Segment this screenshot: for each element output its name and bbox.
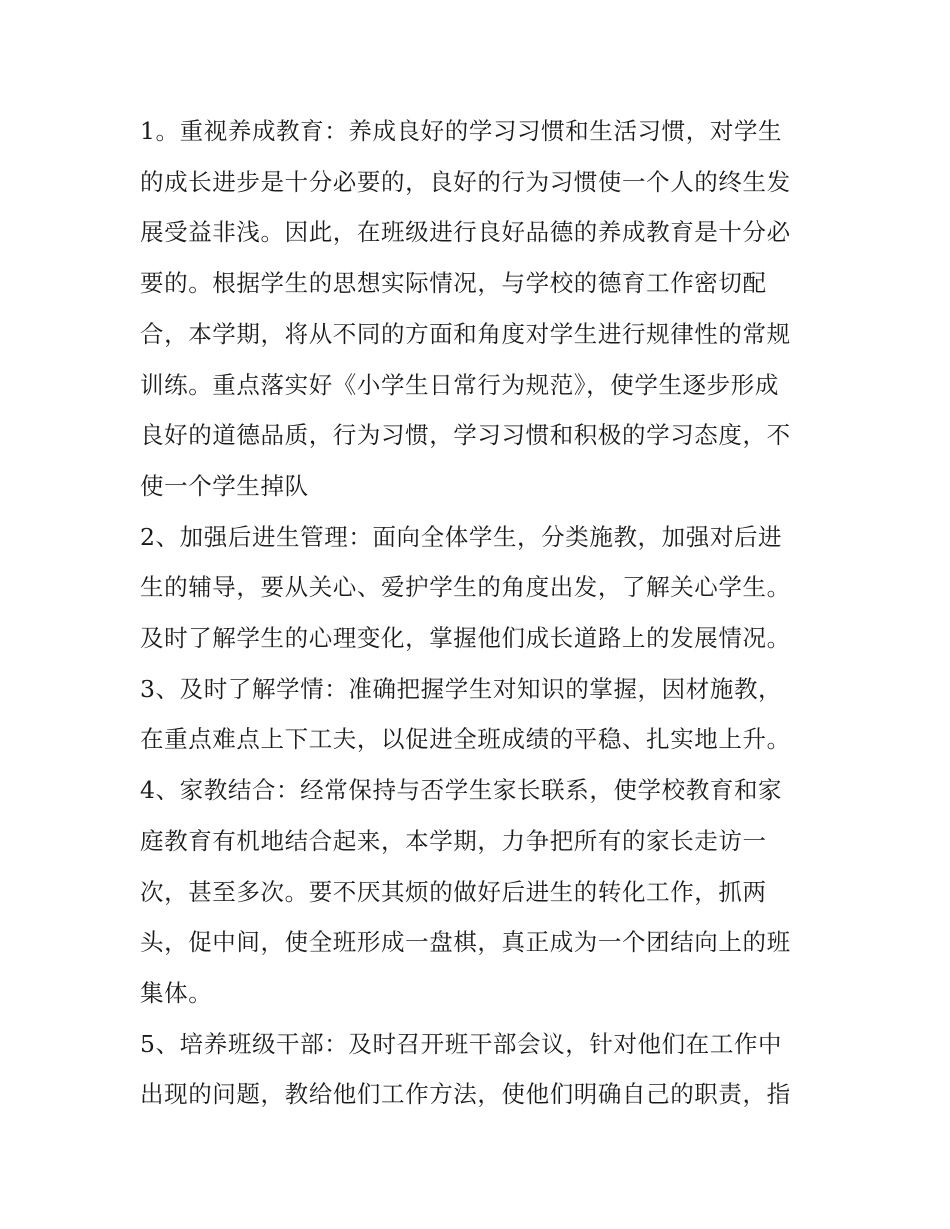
paragraph-2	[140, 512, 812, 664]
text-line: 展受益非浅。因此，在班级进行良好品德的养成教育是十分必	[140, 218, 791, 247]
text-line: 头，促中间，使全班形成一盘棋，真正成为一个团结向上的班	[140, 928, 791, 957]
text-line: 要的。根据学生的思想实际情况，与学校的德育工作密切配	[140, 269, 767, 298]
text-line: 集体。	[140, 978, 213, 1007]
text-line: 出现的问题，教给他们工作方法，使他们明确自己的职责，指	[140, 1080, 791, 1109]
text-line: 合，本学期，将从不同的方面和角度对学生进行规律性的常规	[140, 319, 791, 348]
text-line: 3、及时了解学情：准确把握学生对知识的掌握，因材施教，	[140, 674, 783, 703]
text-line: 使一个学生掉队	[140, 471, 309, 500]
paragraph-4	[140, 765, 812, 1019]
text-line: 训练。重点落实好《小学生日常行为规范》，使学生逐步形成	[140, 370, 779, 399]
text-line: 在重点难点上下工夫，以促进全班成绩的平稳、扎实地上升。	[140, 725, 791, 754]
text-line: 次，甚至多次。要不厌其烦的做好后进生的转化工作，抓两	[140, 877, 767, 906]
text-line: 5、培养班级干部：及时召开班干部会议，针对他们在工作中	[140, 1029, 783, 1058]
text-line: 及时了解学生的心理变化，掌握他们成长道路上的发展情况。	[140, 624, 791, 653]
text-line: 4、家教结合：经常保持与否学生家长联系，使学校教育和家	[140, 776, 783, 805]
text-line: 1。重视养成教育：养成良好的学习习惯和生活习惯，对学生	[140, 117, 783, 145]
text-line: 的成长进步是十分必要的，良好的行为习惯使一个人的终生发	[140, 167, 791, 196]
paragraph-3	[140, 664, 812, 765]
text-line: 良好的道德品质，行为习惯，学习习惯和积极的学习态度，不	[140, 421, 791, 450]
document-body	[140, 106, 812, 1120]
text-line: 庭教育有机地结合起来，本学期，力争把所有的家长走访一	[140, 826, 767, 855]
text-line: 生的辅导，要从关心、爱护学生的角度出发，了解关心学生。	[140, 573, 791, 602]
paragraph-1	[140, 106, 812, 512]
text-line: 2、加强后进生管理：面向全体学生，分类施教，加强对后进	[140, 522, 783, 551]
paragraph-5	[140, 1019, 812, 1120]
